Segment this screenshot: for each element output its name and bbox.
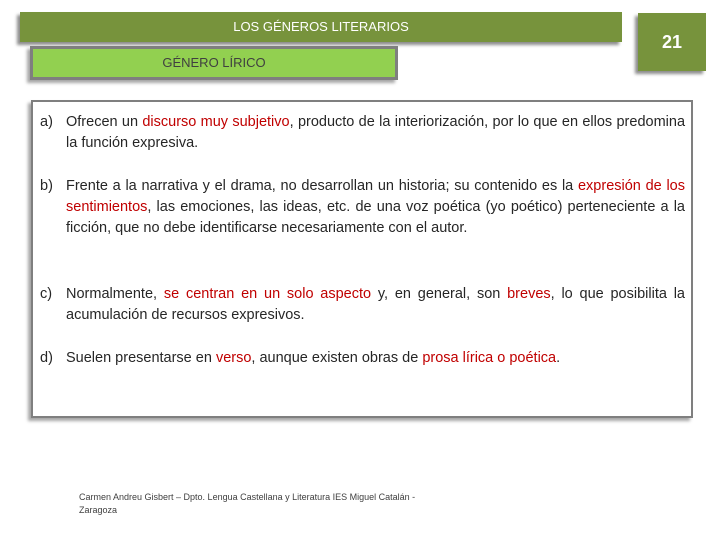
slide-subtitle: GÉNERO LÍRICO: [30, 46, 398, 80]
item-text: [66, 348, 685, 369]
text-segment: y, en general, son: [371, 286, 508, 302]
content-box: [31, 100, 693, 418]
list-item-c: [40, 284, 685, 326]
highlighted-phrase: verso: [215, 350, 252, 366]
text-segment: Ofrecen un: [66, 114, 143, 130]
highlighted-phrase: breves: [507, 286, 551, 302]
text-segment: .: [556, 350, 561, 366]
item-marker: c): [40, 286, 53, 302]
list-item-d: [40, 348, 685, 369]
highlighted-phrase: expresión de los sentimientos: [66, 178, 685, 215]
text-segment: Normalmente,: [66, 286, 164, 302]
item-marker: b): [40, 178, 53, 194]
highlighted-phrase: discurso muy subjetivo: [142, 114, 290, 130]
text-segment: , las emociones, las ideas, etc. de una voz poética (yo poético) perteneciente a la ficción, que no debe identificarse necesariamente con el autor.: [66, 199, 685, 236]
text-segment: , lo que posibilita la acumulación de recursos expresivos.: [66, 286, 685, 323]
highlighted-phrase: se centran en un solo aspecto: [163, 286, 372, 302]
text-segment: Suelen presentarse en: [66, 350, 216, 366]
page-number-badge: 21: [638, 13, 706, 71]
slide-title: LOS GÉNEROS LITERARIOS: [20, 12, 622, 42]
text-segment: , aunque existen obras de: [251, 350, 423, 366]
item-text: [66, 112, 685, 154]
item-marker: d): [40, 350, 53, 366]
text-segment: Frente a la narrativa y el drama, no desarrollan un historia; su contenido es la: [66, 178, 578, 194]
list-item-a: [40, 112, 685, 154]
text-segment: , producto de la interiorización, por lo que en ellos predomina la función expresiva.: [66, 114, 686, 151]
highlighted-phrase: prosa lírica o poética: [422, 350, 557, 366]
list-item-b: [40, 176, 685, 239]
item-text: [66, 284, 685, 326]
item-marker: a): [40, 114, 53, 130]
footer-credit: Carmen Andreu Gisbert – Dpto. Lengua Castellana y Literatura IES Miguel Catalán - Zaragoza: [79, 492, 416, 515]
item-text: [66, 176, 685, 239]
